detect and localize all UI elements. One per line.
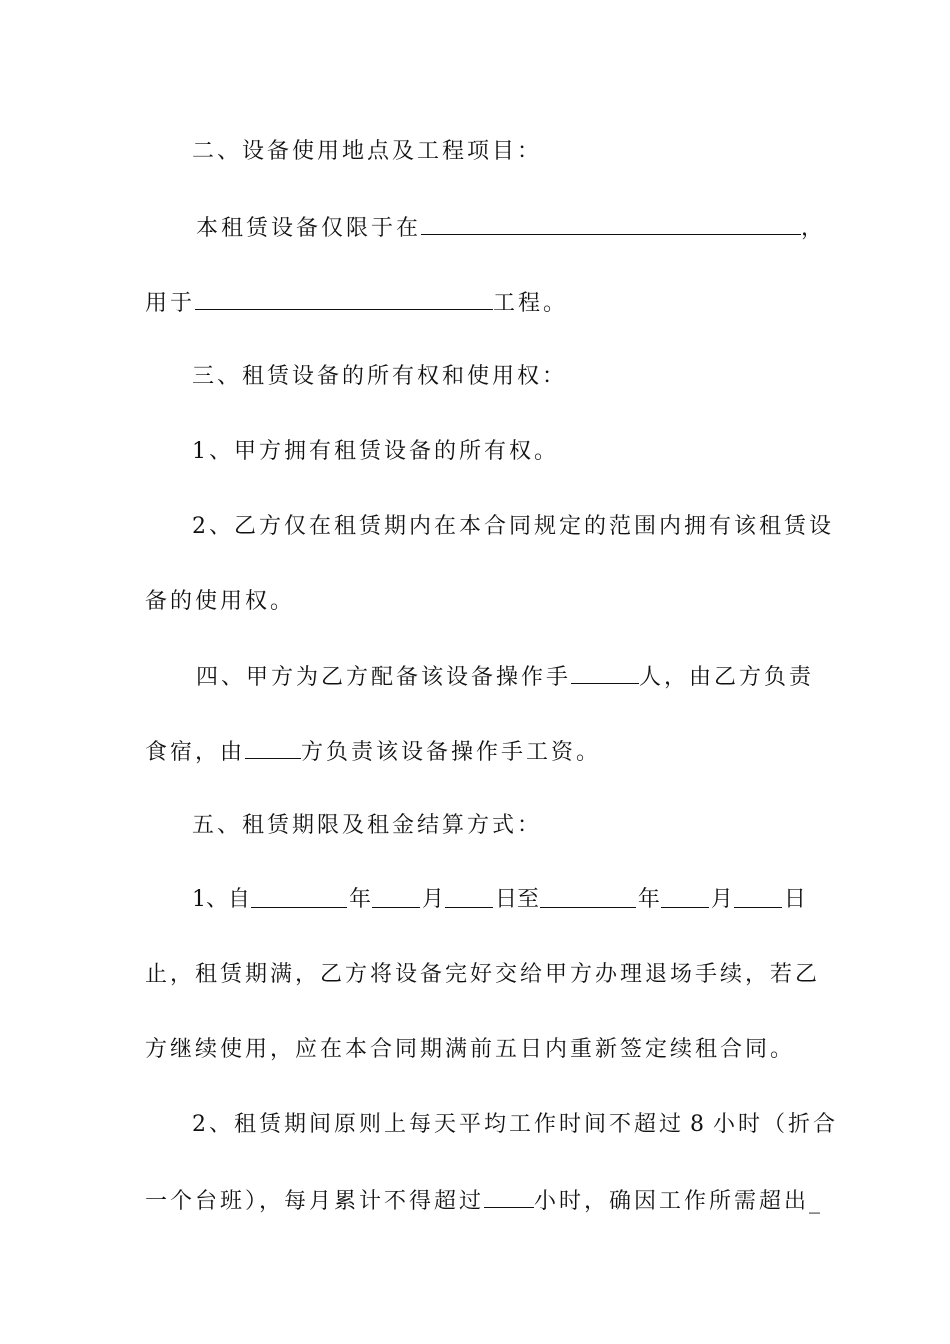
text: 一个台班），每月累计不得超过 [145, 1189, 485, 1214]
clause-3-1 [192, 437, 862, 467]
text: 五、租赁期限及租金结算方式： [192, 813, 543, 838]
text: 备的使用权。 [145, 589, 296, 614]
text: _ [809, 1189, 824, 1214]
text: 方负责该设备操作手工资。 [301, 740, 602, 765]
text: 工程。 [493, 291, 569, 316]
fill-blank [195, 287, 493, 310]
section-5-heading [192, 811, 862, 841]
fill-blank [245, 736, 301, 759]
text: 小时，确因工作所需超出 [534, 1189, 810, 1214]
clause-3-2-cont [145, 587, 815, 617]
fill-blank [734, 885, 782, 908]
fill-blank [421, 212, 801, 235]
fill-blank [661, 885, 709, 908]
clause-5-1-cont-1 [145, 960, 821, 990]
fill-blank [445, 885, 493, 908]
text: 三、租赁设备的所有权和使用权： [192, 364, 568, 389]
fill-blank [540, 885, 636, 908]
fill-blank [372, 885, 420, 908]
text: ， [801, 216, 827, 241]
text: 本租赁设备仅限于在 [196, 216, 422, 241]
fill-blank [484, 1185, 534, 1208]
section-4-cont [145, 736, 815, 768]
text: 2、乙方仅在租赁期内在本合同规定的范围内拥有该租赁设 [192, 514, 834, 539]
section-3-heading [192, 362, 862, 392]
clause-3-2 [192, 512, 834, 542]
text: 日至 [494, 887, 539, 912]
section-2-heading [192, 137, 862, 167]
location-clause [196, 212, 836, 244]
clause-5-1 [192, 885, 806, 915]
text: 年 [348, 887, 371, 912]
fill-blank [251, 885, 347, 908]
text: 8 [690, 1112, 707, 1137]
text: 四、甲方为乙方配备该设备操作手 [196, 665, 572, 690]
text: 1、自 [192, 887, 250, 912]
text: 年 [637, 887, 660, 912]
fill-blank [571, 661, 639, 684]
text: 2、租赁期间原则上每天平均工作时间不超过 [192, 1112, 684, 1137]
text: 食宿，由 [145, 740, 246, 765]
clause-5-2-cont [145, 1185, 824, 1217]
text: 月 [421, 887, 444, 912]
text: 人，由乙方负责 [639, 665, 815, 690]
text: 止，租赁期满，乙方将设备完好交给甲方办理退场手续，若乙 [145, 962, 821, 987]
section-4 [196, 661, 815, 693]
text: 小时（折合 [713, 1112, 839, 1137]
text: 二、设备使用地点及工程项目： [192, 139, 543, 164]
text: 月 [710, 887, 733, 912]
text: 方继续使用，应在本合同期满前五日内重新签定续租合同。 [145, 1037, 796, 1062]
clause-5-2 [192, 1110, 839, 1140]
text: 用于 [145, 291, 196, 316]
clause-5-1-cont-2 [145, 1035, 815, 1065]
text: 日 [783, 887, 806, 912]
text: 1、甲方拥有租赁设备的所有权。 [192, 439, 559, 464]
project-clause [145, 287, 815, 319]
